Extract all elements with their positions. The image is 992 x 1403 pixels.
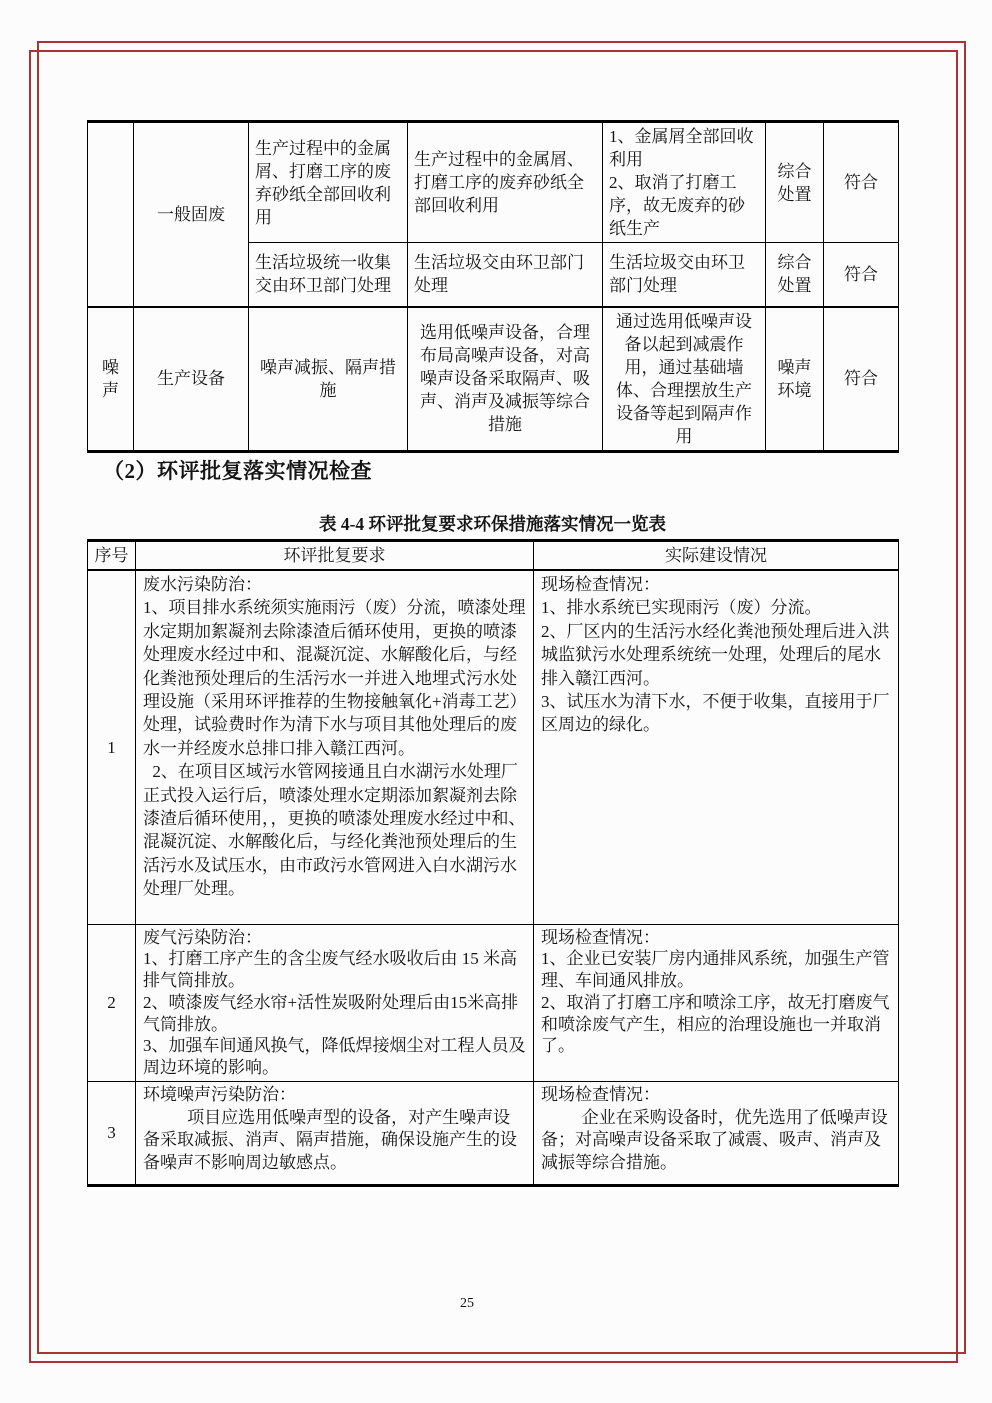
table-row <box>88 122 899 243</box>
cell-disposal: 综合处置 <box>766 243 824 307</box>
cell-actual-construction <box>534 924 899 1082</box>
paragraph: 现场检查情况： <box>541 1085 660 1105</box>
cell-serial-number: 3 <box>88 1082 136 1186</box>
cell-actual-construction <box>534 1082 899 1186</box>
paragraph: 企业在采购设备时，优先选用了低噪声设备；对高噪声设备采取了减震、吸声、消声及减振等综合措施。 <box>541 1107 888 1172</box>
cell-conclusion: 符合 <box>824 243 899 307</box>
table-header-row <box>88 541 899 571</box>
paragraph: 2、取消了打磨工序，故无废弃的砂纸生产 <box>609 173 745 238</box>
page-number: 25 <box>460 1296 474 1311</box>
paragraph: 现场检查情况： <box>541 575 660 594</box>
cell-approval-requirement <box>136 924 534 1082</box>
cell-conclusion: 符合 <box>824 307 899 452</box>
paragraph: 2、厂区内的生活污水经化粪池预处理后进入洪城监狱污水处理系统统一处理，处理后的尾水排入赣江西河。 <box>541 621 890 688</box>
cell-conclusion: 符合 <box>824 122 899 243</box>
paragraph: 废水污染防治： <box>143 575 262 594</box>
cell-eia-measure: 噪声减振、隔声措施 <box>249 307 408 452</box>
cell-category: 噪声 <box>88 307 134 452</box>
header-actual-construction: 实际建设情况 <box>534 541 899 571</box>
cell-disposal: 综合处置 <box>766 122 824 243</box>
paragraph: 1、金属屑全部回收利用 <box>609 127 754 169</box>
table-row <box>88 307 899 452</box>
header-approval-requirement: 环评批复要求 <box>136 541 534 571</box>
cell-approval-requirement <box>136 1082 534 1186</box>
paragraph: 项目应选用低噪声型的设备，对产生噪声设备采取减振、消声、隔声措施，确保设施产生的设备噪声不影响周边敏感点。 <box>143 1107 517 1172</box>
paragraph: 环境噪声污染防治： <box>143 1085 296 1105</box>
paragraph: 3、试压水为清下水，不便于收集，直接用于厂区周边的绿化。 <box>541 692 890 735</box>
cell-item: 生产设备 <box>134 307 249 452</box>
solid-waste-noise-table <box>87 120 899 453</box>
table-row <box>88 570 899 924</box>
cell-approval-requirement: 生产过程中的金属屑、打磨工序的废弃砂纸全部回收利用 <box>408 122 603 243</box>
paragraph: 1、项目排水系统须实施雨污（废）分流，喷漆处理水定期加絮凝剂去除漆渣后循环使用，更换的喷漆处理废水经过中和、混凝沉淀、水解酸化后，与经化粪池预处理后的生活污水一并进入地埋式污水处理设施（采用环评推荐的生物接触氧化+消毒工艺）处理，试验费时作为清下水与项目其他处理后的废水一并经废水总排口排入赣江西河。 <box>143 598 526 758</box>
cell-approval-requirement <box>136 570 534 924</box>
header-serial-number: 序号 <box>88 541 136 571</box>
table-row <box>88 1082 899 1186</box>
cell-disposal: 噪声环境 <box>766 307 824 452</box>
paragraph: 1、打磨工序产生的含尘废气经水吸收后由 15 米高排气筒排放。 <box>143 949 517 991</box>
cell-eia-measure: 生产过程中的金属屑、打磨工序的废弃砂纸全部回收利用 <box>249 122 408 243</box>
cell-approval-requirement: 选用低噪声设备，合理布局高噪声设备，对高噪声设备采取隔声、吸声、消声及减振等综合措施 <box>408 307 603 452</box>
cell-actual-situation <box>603 122 766 243</box>
cell-approval-requirement: 生活垃圾交由环卫部门处理 <box>408 243 603 307</box>
eia-approval-review-table <box>87 539 899 1187</box>
paragraph: 2、喷漆废气经水帘+活性炭吸附处理后由15米高排气筒排放。 <box>143 992 519 1034</box>
table-title: 表 4-4 环评批复要求环保措施落实情况一览表 <box>318 514 667 534</box>
paragraph: 1、排水系统已实现雨污（废）分流。 <box>541 598 822 618</box>
paragraph: 废气污染防治： <box>143 927 262 947</box>
paragraph: 现场检查情况： <box>541 927 660 947</box>
cell-actual-situation: 生活垃圾交由环卫部门处理 <box>603 243 766 307</box>
paragraph: 1、企业已安装厂房内通排风系统，加强生产管理、车间通风排放。 <box>541 949 890 991</box>
cell-serial-number: 2 <box>88 924 136 1082</box>
paragraph: 3、加强车间通风换气，降低焊接烟尘对工程人员及周边环境的影响。 <box>143 1036 526 1078</box>
cell-serial-number: 1 <box>88 570 136 924</box>
cell-item: 一般固废 <box>134 122 249 307</box>
cell-actual-situation: 通过选用低噪声设备以起到减震作用，通过基础墙体、合理摆放生产设备等起到隔声作用 <box>603 307 766 452</box>
cell-category-empty <box>88 122 134 307</box>
section-heading: （2）环评批复落实情况检查 <box>103 459 372 483</box>
cell-actual-construction <box>534 570 899 924</box>
cell-eia-measure: 生活垃圾统一收集交由环卫部门处理 <box>249 243 408 307</box>
paragraph: 2、取消了打磨工序和喷涂工序，故无打磨废气和喷涂废气产生，相应的治理设施也一并取消了。 <box>541 992 890 1056</box>
paragraph: 2、在项目区域污水管网接通且白水湖污水处理厂正式投入运行后，喷漆处理水定期添加絮凝剂去除漆渣后循环使用，，更换的喷漆处理废水经过中和、混凝沉淀、水解酸化后，与经化粪池预处理后的生活污水及试压水，由市政污水管网进入白水湖污水处理厂处理。 <box>143 762 526 899</box>
table-row <box>88 924 899 1082</box>
